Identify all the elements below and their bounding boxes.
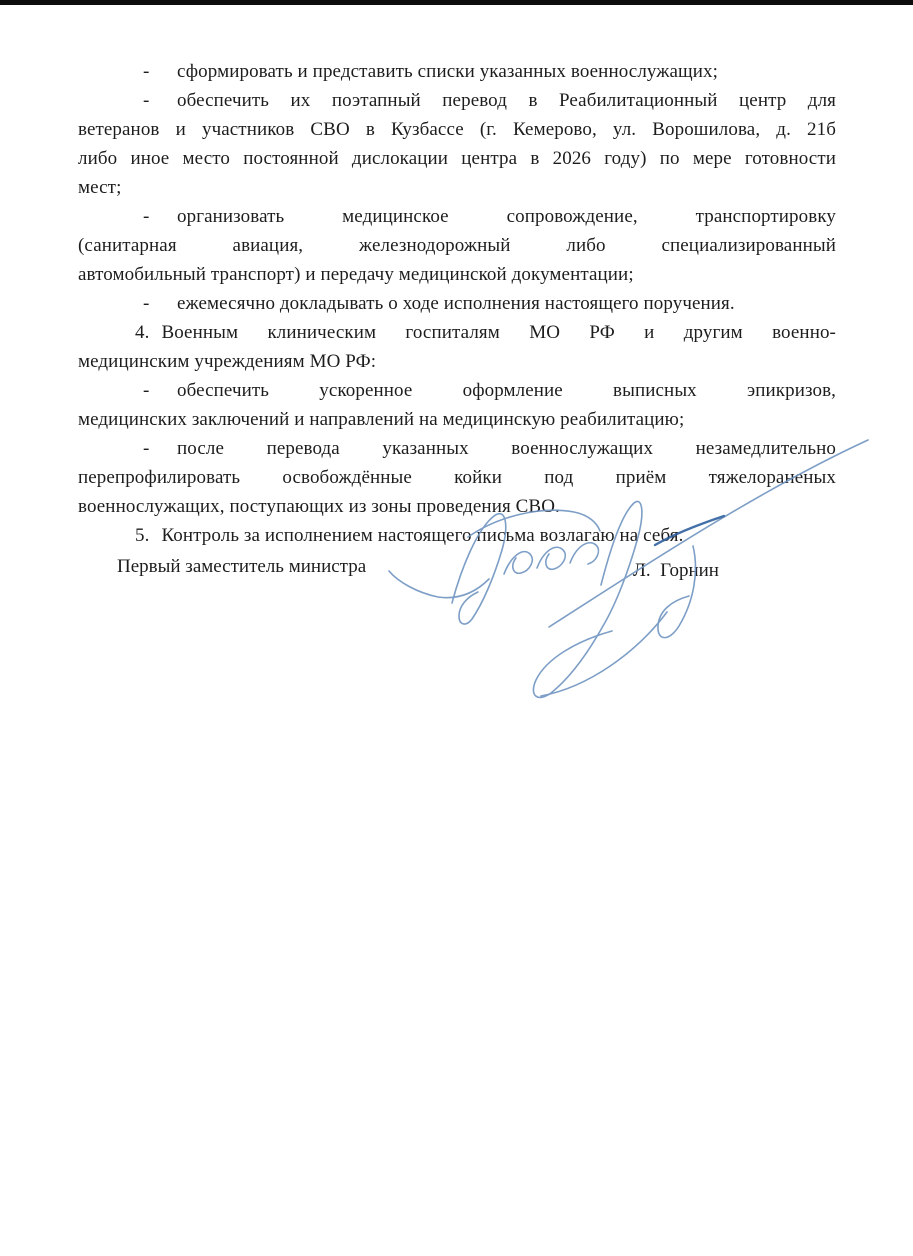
signer-role-label: Первый заместитель министра [117,556,367,577]
text-line [78,57,836,86]
line-text: либо иное место постоянной дислокации центра в 2026 году) по мере готовности [78,148,836,169]
signature-stroke [537,547,565,569]
line-text: Военным клиническим госпиталям МО РФ и другим военно- [161,322,836,343]
text-line [78,463,836,492]
signature-stroke [389,571,489,598]
line-text: ежемесячно докладывать о ходе исполнения настоящего поручения. [177,293,735,314]
list-marker: - [143,90,150,111]
scan-edge-artifact [0,0,913,5]
text-line [78,376,836,405]
list-marker: - [143,61,150,82]
line-text: медицинским учреждениям МО РФ: [78,351,377,372]
line-text: Контроль за исполнением настоящего письма возлагаю на себя. [161,525,684,546]
line-text: военнослужащих, поступающих из зоны проведения СВО. [78,496,560,517]
text-line [78,115,836,144]
text-line [78,173,836,202]
list-marker: - [143,438,150,459]
text-line [78,289,836,318]
line-text: ветеранов и участников СВО в Кузбассе (г. Кемерово, ул. Ворошилова, д. 21б [78,119,836,140]
line-text: обеспечить их поэтапный перевод в Реабилитационный центр для [177,90,836,111]
signature-stroke [541,612,667,696]
text-line [78,260,836,289]
item-number: 5. [135,525,150,546]
list-marker: - [143,206,150,227]
line-text: обеспечить ускоренное оформление выписных эпикризов, [177,380,836,401]
text-line [78,405,836,434]
text-line [78,434,836,463]
item-number: 4. [135,322,150,343]
text-line [78,86,836,115]
signer-name: Л. Горнин [633,560,719,581]
line-text: (санитарная авиация, железнодорожный либо специализированный [78,235,836,256]
text-line [78,202,836,231]
text-line [78,521,836,550]
text-line [78,347,836,376]
line-text: медицинских заключений и направлений на медицинскую реабилитацию; [78,409,685,430]
line-text: автомобильный транспорт) и передачу медицинской документации; [78,264,634,285]
text-line [78,144,836,173]
line-text: перепрофилировать освобождённые койки под приём тяжелораненых [78,467,836,488]
text-line [78,231,836,260]
line-text: мест; [78,177,122,198]
list-marker: - [143,293,150,314]
list-marker: - [143,380,150,401]
signature-stroke [504,552,532,574]
line-text: после перевода указанных военнослужащих незамедлительно [177,438,836,459]
line-text: организовать медицинское сопровождение, транспортировку [177,206,836,227]
text-line [78,318,836,347]
text-line [78,492,836,521]
line-text: сформировать и представить списки указанных военнослужащих; [177,61,718,82]
letter-body [78,57,836,550]
